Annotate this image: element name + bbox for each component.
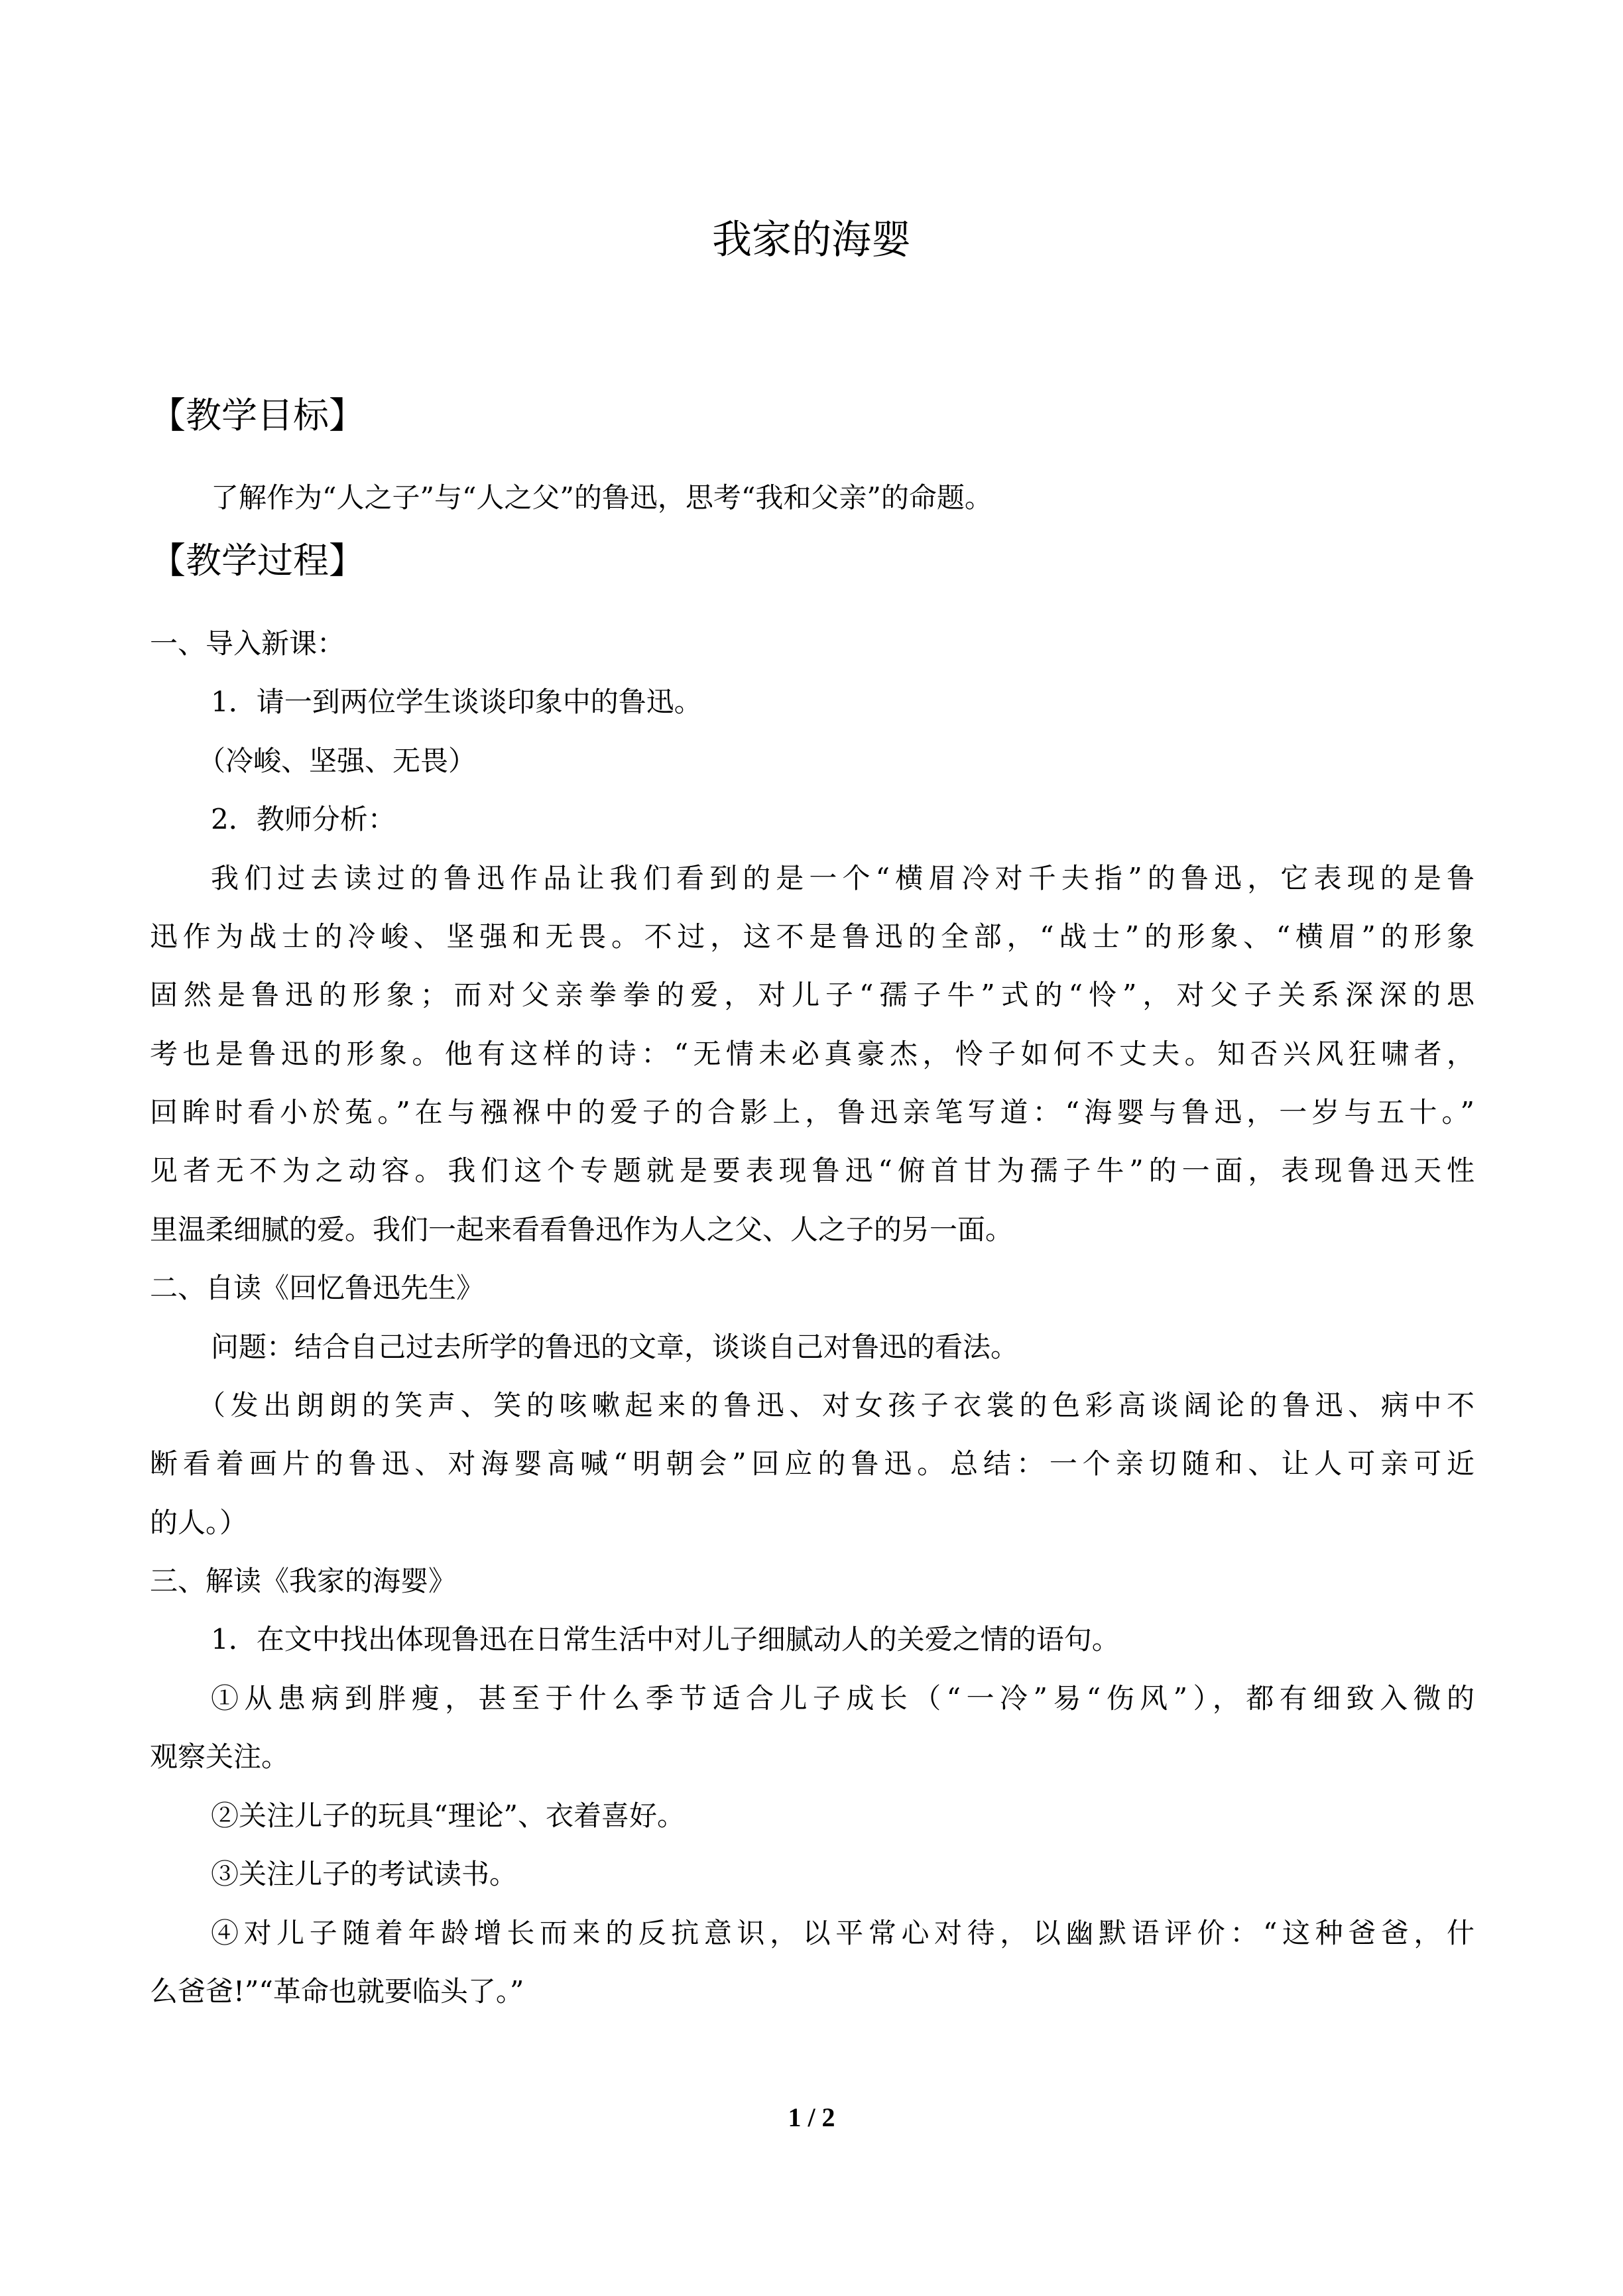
process-heading: 【教学过程】: [150, 540, 365, 581]
part1-heading: 一、导入新课：: [150, 627, 345, 660]
part1-item1-answer: （冷峻、坚强、无畏）: [198, 745, 477, 777]
part2-heading: 二、自读《回忆鲁迅先生》: [150, 1272, 485, 1304]
page-number: 1 / 2: [788, 2102, 835, 2132]
part3-point1-line-2: 观察关注。: [150, 1740, 290, 1773]
objectives-heading: 【教学目标】: [150, 394, 365, 436]
part3-point4-line-1: ④对儿子随着年龄增长而来的反抗意识，以平常心对待，以幽默语评价：“这种爸爸，什: [211, 1917, 1474, 1949]
teacher-analysis-line-7: 里温柔细腻的爱。我们一起来看看鲁迅作为人之父、人之子的另一面。: [150, 1213, 1014, 1246]
teacher-analysis-line-3: 固然是鲁迅的形象；而对父亲拳拳的爱，对儿子“孺子牛”式的“怜”，对父子关系深深的思: [150, 979, 1474, 1011]
part3-heading: 三、解读《我家的海婴》: [150, 1565, 457, 1597]
teacher-analysis-line-5: 回眸时看小於菟。”在与襁褓中的爱子的合影上，鲁迅亲笔写道：“海婴与鲁迅，一岁与五十。”: [150, 1096, 1474, 1128]
part1-item1: 1．请一到两位学生谈谈印象中的鲁迅。: [211, 686, 702, 718]
teacher-analysis-line-1: 我们过去读过的鲁迅作品让我们看到的是一个“横眉冷对千夫指”的鲁迅，它表现的是鲁: [211, 862, 1474, 894]
part3-item1: 1．在文中找出体现鲁迅在日常生活中对儿子细腻动人的关爱之情的语句。: [211, 1623, 1120, 1656]
part2-answer-line-1: （发出朗朗的笑声、笑的咳嗽起来的鲁迅、对女孩子衣裳的色彩高谈阔论的鲁迅、病中不: [198, 1389, 1474, 1421]
teacher-analysis-line-2: 迅作为战士的冷峻、坚强和无畏。不过，这不是鲁迅的全部，“战士”的形象、“横眉”的形象: [150, 920, 1474, 953]
part3-point1-line-1: ①从患病到胖瘦，甚至于什么季节适合儿子成长（“一冷”易“伤风”），都有细致入微的: [211, 1682, 1474, 1715]
page-title: 我家的海婴: [712, 217, 911, 263]
teacher-analysis-line-4: 考也是鲁迅的形象。他有这样的诗：“无情未必真豪杰，怜子如何不丈夫。知否兴风狂啸者，: [150, 1038, 1474, 1070]
part2-answer-line-3: 的人。）: [150, 1506, 248, 1539]
part3-point4-line-2: 么爸爸!”“革命也就要临头了。”: [150, 1975, 524, 2008]
objectives-text: 了解作为“人之子”与“人之父”的鲁迅，思考“我和父亲”的命题。: [211, 481, 992, 514]
part1-item2: 2．教师分析：: [211, 803, 396, 835]
teacher-analysis-line-6: 见者无不为之动容。我们这个专题就是要表现鲁迅“俯首甘为孺子牛”的一面，表现鲁迅天性: [150, 1154, 1474, 1187]
part3-point3: ③关注儿子的考试读书。: [211, 1858, 518, 1890]
part3-point2: ②关注儿子的玩具“理论”、衣着喜好。: [211, 1799, 685, 1832]
part2-question: 问题：结合自己过去所学的鲁迅的文章，谈谈自己对鲁迅的看法。: [211, 1331, 1019, 1363]
part2-answer-line-2: 断看着画片的鲁迅、对海婴高喊“明朝会”回应的鲁迅。总结：一个亲切随和、让人可亲可近: [150, 1447, 1474, 1480]
